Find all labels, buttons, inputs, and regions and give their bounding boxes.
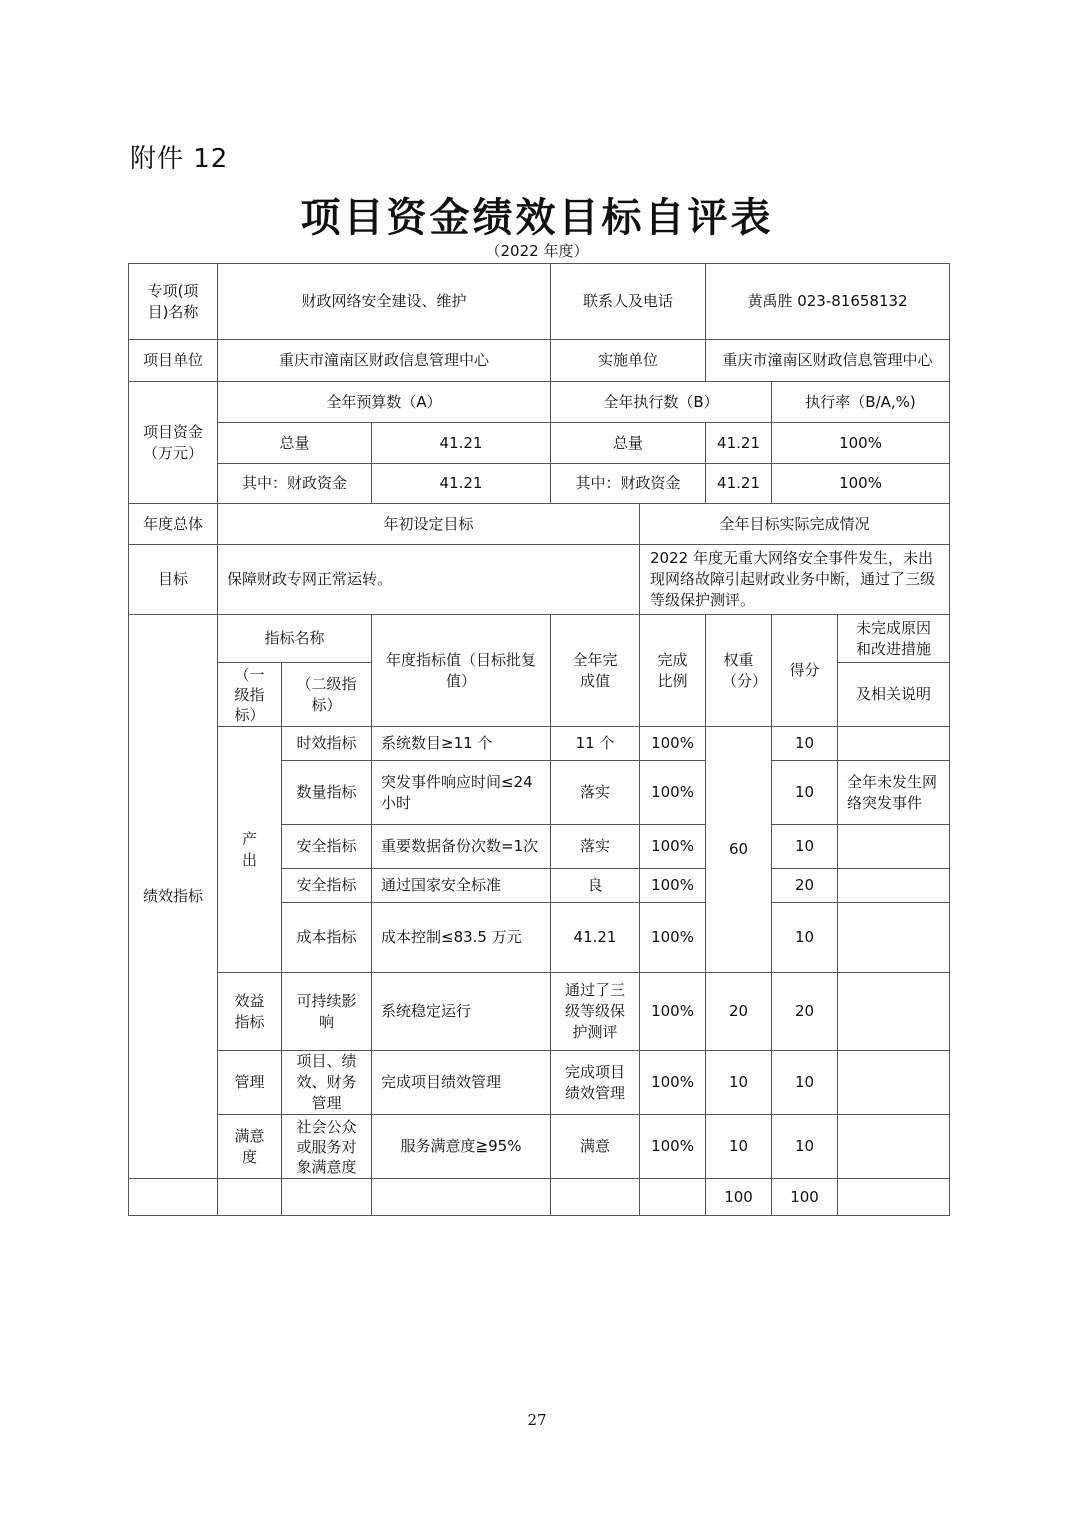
exec-header: 全年执行数（B） (551, 382, 772, 423)
budget-header: 全年预算数（A） (218, 382, 551, 423)
level1-cell: 管理 (218, 1051, 282, 1115)
actual-goal-header: 全年目标实际完成情况 (640, 504, 950, 545)
impl-unit-value: 重庆市潼南区财政信息管理中心 (706, 340, 950, 382)
score-cell: 10 (772, 761, 838, 825)
exec-fiscal-label: 其中：财政资金 (551, 464, 706, 504)
funds-total-row (129, 423, 950, 464)
note-cell (838, 1051, 950, 1115)
ratio-header: 完成比例 (640, 615, 706, 727)
target-cell: 重要数据备份次数=1次 (372, 825, 551, 869)
budget-total-label: 总量 (218, 423, 372, 464)
funds-header-row (129, 382, 950, 423)
reason-note-header: 及相关说明 (838, 663, 950, 727)
note-cell (838, 869, 950, 903)
contact-label: 联系人及电话 (551, 264, 706, 340)
funds-fiscal-row (129, 464, 950, 504)
exec-total-value: 41.21 (706, 423, 772, 464)
score-cell: 10 (772, 1115, 838, 1179)
target-cell: 服务满意度≧95% (372, 1115, 551, 1179)
budget-fiscal-label: 其中：财政资金 (218, 464, 372, 504)
level2-cell: 成本指标 (282, 903, 372, 973)
table-row (129, 1115, 950, 1179)
rate-fiscal-value: 100% (772, 464, 950, 504)
goal-label: 目标 (129, 545, 218, 615)
funds-label: 项目资金（万元） (129, 382, 218, 504)
evaluation-table (128, 263, 950, 1216)
actual-cell: 完成项目绩效管理 (551, 1051, 640, 1115)
rate-header: 执行率（B/A,%) (772, 382, 950, 423)
page-number: 27 (527, 1411, 547, 1429)
level2-cell: 时效指标 (282, 727, 372, 761)
ratio-cell: 100% (640, 973, 706, 1051)
weight-cell: 20 (706, 973, 772, 1051)
reason-header: 未完成原因和改进措施 (838, 615, 950, 663)
table-row (129, 727, 950, 761)
set-goal-header: 年初设定目标 (218, 504, 640, 545)
note-cell (838, 903, 950, 973)
target-cell: 通过国家安全标准 (372, 869, 551, 903)
level2-cell: 可持续影响 (282, 973, 372, 1051)
table-row (129, 973, 950, 1051)
score-cell: 20 (772, 973, 838, 1051)
level1-cell: 效益指标 (218, 973, 282, 1051)
ratio-cell: 100% (640, 761, 706, 825)
output-weight-cell: 60 (706, 727, 772, 973)
level2-cell: 项目、绩效、财务管理 (282, 1051, 372, 1115)
goal-set-text: 保障财政专网正常运转。 (218, 545, 640, 615)
level2-cell: 社会公众或服务对象满意度 (282, 1115, 372, 1179)
actual-cell: 11 个 (551, 727, 640, 761)
overall-header-row (129, 504, 950, 545)
level2-header: （二级指标） (282, 663, 372, 727)
actual-cell: 通过了三级等级保护测评 (551, 973, 640, 1051)
overall-label: 年度总体 (129, 504, 218, 545)
ratio-cell: 100% (640, 869, 706, 903)
actual-cell: 落实 (551, 825, 640, 869)
ratio-cell: 100% (640, 1051, 706, 1115)
level2-cell: 安全指标 (282, 825, 372, 869)
performance-label: 绩效指标 (129, 615, 218, 1179)
weight-cell: 10 (706, 1115, 772, 1179)
table-row (129, 1051, 950, 1115)
year-label: （2022 年度） (485, 242, 589, 260)
rate-total-value: 100% (772, 423, 950, 464)
project-unit-label: 项目单位 (129, 340, 218, 382)
total-weight: 100 (706, 1179, 772, 1216)
indicator-header-row-1 (129, 615, 950, 663)
level2-cell: 安全指标 (282, 869, 372, 903)
project-name-label: 专项(项目)名称 (129, 264, 218, 340)
weight-cell: 10 (706, 1051, 772, 1115)
total-score: 100 (772, 1179, 838, 1216)
target-header: 年度指标值（目标批复值） (372, 615, 551, 727)
score-cell: 10 (772, 727, 838, 761)
level1-cell: 满意度 (218, 1115, 282, 1179)
attachment-label: 附件 12 (130, 144, 229, 174)
actual-cell: 满意 (551, 1115, 640, 1179)
goal-row (129, 545, 950, 615)
score-cell: 10 (772, 903, 838, 973)
output-label: 产出 (218, 727, 282, 973)
ratio-cell: 100% (640, 727, 706, 761)
note-cell (838, 973, 950, 1051)
ratio-cell: 100% (640, 1115, 706, 1179)
contact-value: 黄禹胜 023-81658132 (706, 264, 950, 340)
score-cell: 10 (772, 1051, 838, 1115)
page-title: 项目资金绩效目标自评表 (300, 194, 774, 241)
level1-header: （一级指标） (218, 663, 282, 727)
goal-actual-text: 2022 年度无重大网络安全事件发生，未出现网络故障引起财政业务中断，通过了三级等级保护测评。 (640, 545, 950, 615)
level2-cell: 数量指标 (282, 761, 372, 825)
weight-header: 权重（分） (706, 615, 772, 727)
note-cell (838, 727, 950, 761)
project-name-row (129, 264, 950, 340)
ratio-cell: 100% (640, 825, 706, 869)
score-cell: 10 (772, 825, 838, 869)
indicator-name-header: 指标名称 (218, 615, 372, 663)
budget-fiscal-value: 41.21 (372, 464, 551, 504)
project-unit-value: 重庆市潼南区财政信息管理中心 (218, 340, 551, 382)
target-cell: 系统数目≥11 个 (372, 727, 551, 761)
target-cell: 成本控制≤83.5 万元 (372, 903, 551, 973)
ratio-cell: 100% (640, 903, 706, 973)
note-cell (838, 825, 950, 869)
target-cell: 突发事件响应时间≤24小时 (372, 761, 551, 825)
score-cell: 20 (772, 869, 838, 903)
impl-unit-label: 实施单位 (551, 340, 706, 382)
actual-cell: 41.21 (551, 903, 640, 973)
actual-cell: 落实 (551, 761, 640, 825)
note-cell (838, 1115, 950, 1179)
target-cell: 系统稳定运行 (372, 973, 551, 1051)
exec-fiscal-value: 41.21 (706, 464, 772, 504)
total-row (129, 1179, 950, 1216)
actual-header: 全年完成值 (551, 615, 640, 727)
exec-total-label: 总量 (551, 423, 706, 464)
actual-cell: 良 (551, 869, 640, 903)
unit-row (129, 340, 950, 382)
target-cell: 完成项目绩效管理 (372, 1051, 551, 1115)
score-header: 得分 (772, 615, 838, 727)
note-cell: 全年未发生网络突发事件 (838, 761, 950, 825)
budget-total-value: 41.21 (372, 423, 551, 464)
project-name-value: 财政网络安全建设、维护 (218, 264, 551, 340)
